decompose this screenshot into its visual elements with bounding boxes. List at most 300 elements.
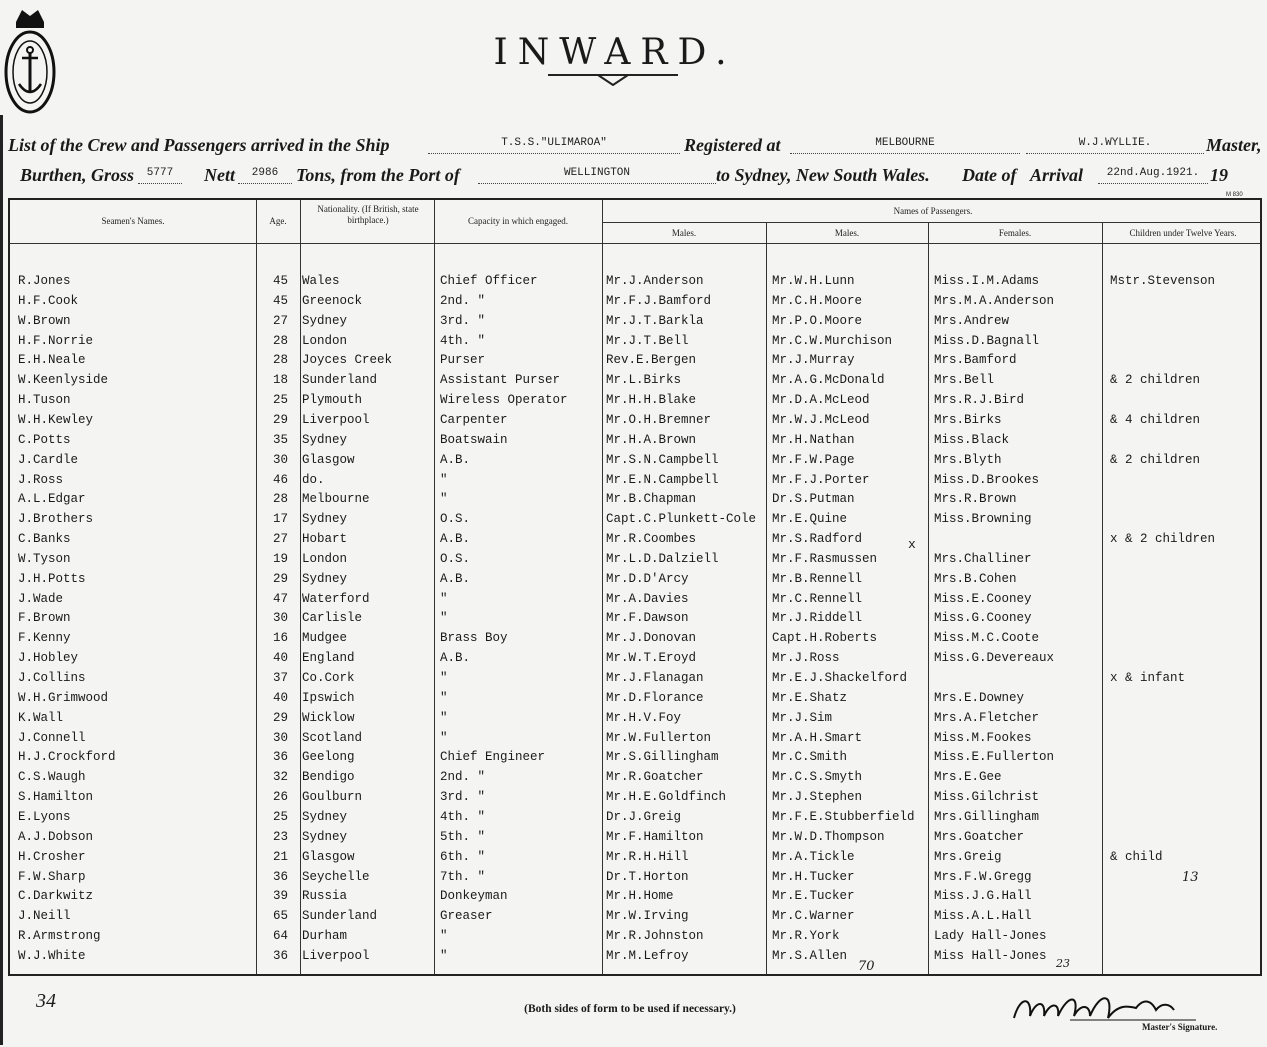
crew-name: S.Hamilton xyxy=(18,790,94,805)
crew-capacity: " xyxy=(440,591,448,606)
crew-age: 40 xyxy=(272,690,288,705)
passenger-male: Mr.H.Home xyxy=(606,889,674,904)
master-label: Master, xyxy=(1206,135,1262,155)
arrival-date-field: 22nd.Aug.1921. xyxy=(1098,167,1208,184)
males-header-1: Males. xyxy=(671,228,697,238)
crew-nationality: Sydney xyxy=(302,571,348,586)
passenger-female: Miss.Browning xyxy=(934,512,1032,527)
date-of-label: Date of xyxy=(962,165,1017,185)
passenger-male: Mr.W.J.McLeod xyxy=(772,412,870,427)
crew-nationality: Scotland xyxy=(302,730,363,745)
crew-capacity: 4th. " xyxy=(440,333,486,348)
passenger-male: Dr.S.Putman xyxy=(772,492,855,507)
crew-name: A.J.Dobson xyxy=(18,829,94,844)
passenger-female: Miss.D.Brookes xyxy=(934,472,1040,487)
passenger-male: Mr.S.Radford xyxy=(772,532,863,547)
crew-capacity: Chief Engineer xyxy=(440,750,546,765)
burthen-label: Burthen, Gross xyxy=(20,165,135,185)
crew-capacity: " xyxy=(440,710,448,725)
crew-nationality: Sydney xyxy=(302,809,348,824)
crew-nationality: Sunderland xyxy=(302,373,378,388)
passenger-male: Mr.D.D'Arcy xyxy=(606,571,689,586)
title-ornament xyxy=(548,72,678,86)
passenger-male: Rev.E.Bergen xyxy=(606,353,697,368)
crew-capacity: A.B. xyxy=(440,452,471,467)
passenger-female: Mrs.Andrew xyxy=(934,313,1010,328)
registered-port-field: MELBOURNE xyxy=(790,137,1020,154)
registered-at-label: Registered at xyxy=(684,135,781,155)
passenger-male: Mr.C.H.Moore xyxy=(772,293,863,308)
crew-capacity: " xyxy=(440,671,448,685)
crew-nationality: Carlisle xyxy=(302,611,363,626)
crew-age: 37 xyxy=(272,671,288,685)
crew-nationality: London xyxy=(302,333,348,348)
crew-name: F.Brown xyxy=(18,611,71,626)
passenger-male: Mr.H.E.Goldfinch xyxy=(606,790,727,805)
passenger-children: & 2 children xyxy=(1110,452,1201,467)
passenger-male: Mr.E.Tucker xyxy=(772,889,855,904)
passenger-male: Mr.F.Rasmussen xyxy=(772,551,878,566)
crew-nationality: Glasgow xyxy=(302,452,355,467)
passenger-female: Miss.G.Devereaux xyxy=(934,651,1055,666)
crew-capacity: 6th. " xyxy=(440,849,486,864)
passenger-female: Mrs.Bell xyxy=(934,373,995,388)
passenger-male: Mr.P.O.Moore xyxy=(772,313,863,328)
crew-nationality: Goulburn xyxy=(302,790,363,805)
passenger-female: Mrs.E.Downey xyxy=(934,690,1025,705)
passenger-female: Mrs.R.J.Bird xyxy=(934,393,1025,408)
row-divider xyxy=(602,222,1260,223)
passenger-male: Capt.C.Plunkett-Cole xyxy=(606,512,757,527)
seamen-header: Seamen's Names. xyxy=(101,216,165,226)
crew-name: J.Brothers xyxy=(18,512,94,527)
passenger-male: Mr.W.Fullerton xyxy=(606,730,712,745)
passenger-male: Mr.J.Ross xyxy=(772,651,840,666)
passenger-male: Mr.H.H.Blake xyxy=(606,393,697,408)
form-code: M 830 xyxy=(1226,192,1243,198)
passenger-female: Mrs.B.Cohen xyxy=(934,571,1017,586)
passenger-female: Mrs.Greig xyxy=(934,849,1002,864)
crew-name: J.Cardle xyxy=(18,452,79,467)
crew-nationality: Plymouth xyxy=(302,393,363,408)
nett-label: Nett xyxy=(204,165,235,185)
crew-age: 25 xyxy=(272,393,288,408)
children-header: Children under Twelve Years. xyxy=(1129,228,1237,238)
passenger-female: Miss Hall-Jones xyxy=(934,948,1047,963)
crew-age: 30 xyxy=(272,611,288,626)
passenger-female: Mrs.Challiner xyxy=(934,551,1032,566)
passenger-male: Mr.R.Johnston xyxy=(606,929,704,944)
crew-capacity: Greaser xyxy=(440,909,493,924)
from-port-field: WELLINGTON xyxy=(478,167,716,184)
crew-age: 45 xyxy=(272,274,288,288)
crew-nationality: Waterford xyxy=(302,591,370,606)
crew-nationality: Wicklow xyxy=(302,710,355,725)
year-suffix: 19 xyxy=(1210,165,1228,185)
passenger-male: Mr.C.Rennell xyxy=(772,591,863,606)
passenger-male: Mr.A.Davies xyxy=(606,591,689,606)
crew-age: 18 xyxy=(272,373,288,388)
crew-age: 27 xyxy=(272,532,288,547)
crew-age: 45 xyxy=(272,293,288,308)
capacity-header: Capacity in which engaged. xyxy=(468,216,568,226)
crew-nationality: Glasgow xyxy=(302,849,355,864)
passenger-female: Mrs.Gillingham xyxy=(934,809,1040,824)
passenger-male: Mr.B.Chapman xyxy=(606,492,697,507)
crew-nationality: Geelong xyxy=(302,750,355,765)
crew-capacity: Brass Boy xyxy=(440,631,508,646)
crew-capacity: Boatswain xyxy=(440,432,508,447)
crew-capacity: " xyxy=(440,492,448,507)
crew-age: 27 xyxy=(272,313,288,328)
signature-label: Master's Signature. xyxy=(1142,1022,1218,1032)
passenger-male: Mr.E.J.Shackelford xyxy=(772,671,908,685)
crew-age: 36 xyxy=(272,948,288,963)
passenger-female: Miss.E.Fullerton xyxy=(934,750,1055,765)
crew-name: K.Wall xyxy=(18,710,64,725)
passenger-male: Mr.C.S.Smyth xyxy=(772,770,863,785)
crew-age: 65 xyxy=(272,909,288,924)
annotation-x-mark: x xyxy=(908,537,916,552)
crew-age: 19 xyxy=(272,551,288,566)
crew-name: W.Brown xyxy=(18,313,71,328)
crew-age: 26 xyxy=(272,790,288,805)
tons-from-label: Tons, from the Port of xyxy=(296,165,460,185)
passenger-male: Mr.E.Quine xyxy=(772,512,848,527)
crew-capacity: " xyxy=(440,690,448,705)
crew-name: H.J.Crockford xyxy=(18,750,116,765)
passenger-male: Mr.W.Irving xyxy=(606,909,689,924)
passenger-male: Mr.A.H.Smart xyxy=(772,730,863,745)
passenger-male: Mr.J.T.Barkla xyxy=(606,313,704,328)
passenger-male: Mr.F.E.Stubberfield xyxy=(772,809,915,824)
footer-note: (Both sides of form to be used if necessary.) xyxy=(524,1003,736,1015)
passenger-female: Mrs.Bamford xyxy=(934,353,1017,368)
crew-age: 35 xyxy=(272,432,288,447)
to-sydney-label: to Sydney, New South Wales. xyxy=(716,165,930,185)
females-header: Females. xyxy=(998,228,1032,238)
passenger-male: Mr.H.Tucker xyxy=(772,869,855,884)
crew-capacity: A.B. xyxy=(440,532,471,547)
ship-name-field: T.S.S."ULIMAROA" xyxy=(428,137,680,154)
crew-nationality: Wales xyxy=(302,274,340,288)
crew-nationality: Melbourne xyxy=(302,492,370,507)
crew-age: 36 xyxy=(272,750,288,765)
passenger-male: Mr.D.Florance xyxy=(606,690,704,705)
crew-capacity: Purser xyxy=(440,353,486,368)
passenger-male: Mr.E.N.Campbell xyxy=(606,472,719,487)
passenger-male: Mr.R.Goatcher xyxy=(606,770,704,785)
annotation-count: 70 xyxy=(858,959,875,974)
passenger-male: Mr.L.D.Dalziell xyxy=(606,551,719,566)
crew-age: 36 xyxy=(272,869,288,884)
crew-capacity: 4th. " xyxy=(440,809,486,824)
crew-nationality: Joyces Creek xyxy=(302,353,393,368)
crew-nationality: Sydney xyxy=(302,829,348,844)
crew-capacity: " xyxy=(440,929,448,944)
passenger-female: Mrs.R.Brown xyxy=(934,492,1017,507)
crew-name: C.Potts xyxy=(18,432,71,447)
passenger-male: Mr.J.Stephen xyxy=(772,790,863,805)
crew-nationality: Sydney xyxy=(302,512,348,527)
passenger-male: Mr.F.J.Porter xyxy=(772,472,870,487)
margin-mark: 34 xyxy=(36,990,56,1012)
crew-age: 28 xyxy=(272,492,288,507)
passenger-female: Mrs.A.Fletcher xyxy=(934,710,1040,725)
crew-capacity: " xyxy=(440,730,448,745)
passenger-female: Miss.G.Cooney xyxy=(934,611,1032,626)
passenger-female: Mrs.Goatcher xyxy=(934,829,1025,844)
crew-name: W.Keenlyside xyxy=(18,373,109,388)
crew-age: 40 xyxy=(272,651,288,666)
header-line-1 xyxy=(8,132,1261,158)
crew-nationality: Durham xyxy=(302,929,348,944)
passenger-male: Mr.O.H.Bremner xyxy=(606,412,712,427)
crew-capacity: Chief Officer xyxy=(440,274,538,288)
passenger-children: & 4 children xyxy=(1110,412,1201,427)
arrival-label: Arrival xyxy=(1030,165,1084,185)
crew-nationality: Hobart xyxy=(302,532,348,547)
passenger-male: Mr.A.G.McDonald xyxy=(772,373,885,388)
column-divider xyxy=(928,222,929,974)
passenger-male: Dr.T.Horton xyxy=(606,869,689,884)
crew-age: 28 xyxy=(272,333,288,348)
crew-capacity: 2nd. " xyxy=(440,293,486,308)
column-divider xyxy=(766,222,767,974)
passenger-male: Mr.F.J.Bamford xyxy=(606,293,712,308)
passenger-children: x & 2 children xyxy=(1110,532,1216,547)
passenger-female: Mrs.F.W.Gregg xyxy=(934,869,1032,884)
passenger-male: Mr.W.T.Eroyd xyxy=(606,651,697,666)
passenger-male: Mr.H.Nathan xyxy=(772,432,855,447)
crew-name: W.H.Grimwood xyxy=(18,690,109,705)
passenger-female: Mrs.E.Gee xyxy=(934,770,1002,785)
master-signature xyxy=(1010,990,1200,1024)
passenger-male: Mr.E.Shatz xyxy=(772,690,848,705)
crew-age: 16 xyxy=(272,631,288,646)
crew-capacity: " xyxy=(440,948,448,963)
crew-passenger-table xyxy=(8,198,1262,976)
crew-name: A.L.Edgar xyxy=(18,492,86,507)
crew-age: 25 xyxy=(272,809,288,824)
passenger-male: Mr.D.A.McLeod xyxy=(772,393,870,408)
passenger-children: & child xyxy=(1110,849,1163,864)
passenger-female: Miss.A.L.Hall xyxy=(934,909,1032,924)
crew-name: C.S.Waugh xyxy=(18,770,86,785)
age-header: Age. xyxy=(269,216,287,226)
passenger-female: Miss.D.Bagnall xyxy=(934,333,1040,348)
crew-age: 30 xyxy=(272,452,288,467)
passenger-male: Mr.J.Flanagan xyxy=(606,671,704,685)
passenger-male: Mr.J.Anderson xyxy=(606,274,704,288)
crew-name: J.Hobley xyxy=(18,651,79,666)
crew-nationality: London xyxy=(302,551,348,566)
crew-name: H.Crosher xyxy=(18,849,86,864)
crew-age: 29 xyxy=(272,571,288,586)
passenger-male: Mr.C.W.Murchison xyxy=(772,333,893,348)
passenger-male: Mr.M.Lefroy xyxy=(606,948,689,963)
passenger-female: Mrs.Blyth xyxy=(934,452,1002,467)
crew-name: E.H.Neale xyxy=(18,353,86,368)
crew-name: F.W.Sharp xyxy=(18,869,86,884)
crew-age: 30 xyxy=(272,730,288,745)
crew-nationality: Sydney xyxy=(302,313,348,328)
crew-nationality: Sunderland xyxy=(302,909,378,924)
crew-age: 23 xyxy=(272,829,288,844)
crew-name: J.Collins xyxy=(18,671,86,685)
crew-name: J.Ross xyxy=(18,472,64,487)
passenger-male: Mr.C.Smith xyxy=(772,750,848,765)
crew-nationality: Bendigo xyxy=(302,770,355,785)
crew-name: J.H.Potts xyxy=(18,571,86,586)
crew-capacity: Wireless Operator xyxy=(440,393,568,408)
crew-name: H.Tuson xyxy=(18,393,71,408)
anchor-seal-icon xyxy=(2,4,58,116)
crew-capacity: " xyxy=(440,472,448,487)
passenger-male: Mr.C.Warner xyxy=(772,909,855,924)
passenger-female: Miss.I.M.Adams xyxy=(934,274,1040,288)
crew-age: 64 xyxy=(272,929,288,944)
crew-nationality: Seychelle xyxy=(302,869,370,884)
crew-age: 17 xyxy=(272,512,288,527)
passenger-male: Mr.F.W.Page xyxy=(772,452,855,467)
crew-age: 28 xyxy=(272,353,288,368)
crew-capacity: 2nd. " xyxy=(440,770,486,785)
crew-nationality: Mudgee xyxy=(302,631,348,646)
crew-name: W.H.Kewley xyxy=(18,412,94,427)
annotation-count: 23 xyxy=(1056,957,1070,970)
crew-age: 46 xyxy=(272,472,288,487)
passengers-header: Names of Passengers. xyxy=(893,206,973,216)
crew-capacity: 7th. " xyxy=(440,869,486,884)
crew-nationality: Co.Cork xyxy=(302,671,355,685)
passenger-male: Mr.J.Murray xyxy=(772,353,855,368)
passenger-male: Mr.H.A.Brown xyxy=(606,432,697,447)
crew-name: C.Banks xyxy=(18,532,71,547)
crew-nationality: Liverpool xyxy=(302,948,370,963)
crew-nationality: England xyxy=(302,651,355,666)
passenger-female: Mrs.Birks xyxy=(934,412,1002,427)
passenger-male: Capt.H.Roberts xyxy=(772,631,878,646)
passenger-male: Mr.H.V.Foy xyxy=(606,710,682,725)
annotation-count: 13 xyxy=(1182,870,1199,885)
left-margin-rule xyxy=(0,115,3,1045)
crew-age: 29 xyxy=(272,412,288,427)
crew-nationality: do. xyxy=(302,472,325,487)
crew-name: W.Tyson xyxy=(18,551,71,566)
column-divider xyxy=(602,200,603,974)
crew-name: R.Jones xyxy=(18,274,71,288)
column-divider xyxy=(256,200,257,974)
crew-age: 39 xyxy=(272,889,288,904)
crew-name: E.Lyons xyxy=(18,809,71,824)
master-name-field: W.J.WYLLIE. xyxy=(1026,137,1204,154)
crew-capacity: Donkeyman xyxy=(440,889,508,904)
crew-nationality: Sydney xyxy=(302,432,348,447)
passenger-children: x & infant xyxy=(1110,671,1186,685)
column-divider xyxy=(300,200,301,974)
passenger-male: Mr.F.Hamilton xyxy=(606,829,704,844)
passenger-male: Mr.R.York xyxy=(772,929,840,944)
passenger-male: Mr.J.T.Bell xyxy=(606,333,689,348)
column-divider xyxy=(434,200,435,974)
crew-capacity: 3rd. " xyxy=(440,313,486,328)
crew-nationality: Ipswich xyxy=(302,690,355,705)
passenger-male: Mr.S.Gillingham xyxy=(606,750,719,765)
passenger-male: Mr.J.Sim xyxy=(772,710,833,725)
males-header-2: Males. xyxy=(834,228,860,238)
passenger-female: Miss.M.C.Coote xyxy=(934,631,1040,646)
crew-name: H.F.Cook xyxy=(18,293,79,308)
crew-capacity: A.B. xyxy=(440,571,471,586)
nett-tons-field: 2986 xyxy=(238,167,292,184)
passenger-male: Mr.W.H.Lunn xyxy=(772,274,855,288)
crew-age: 32 xyxy=(272,770,288,785)
crew-capacity: 5th. " xyxy=(440,829,486,844)
passenger-female: Miss.Black xyxy=(934,432,1010,447)
passenger-male: Mr.R.H.Hill xyxy=(606,849,689,864)
passenger-male: Mr.W.D.Thompson xyxy=(772,829,885,844)
passenger-male: Mr.J.Donovan xyxy=(606,631,697,646)
list-of-label: List of the Crew and Passengers arrived in the Ship xyxy=(8,135,390,155)
crew-name: F.Kenny xyxy=(18,631,71,646)
nationality-header: Nationality. (If British, state birthplace.) xyxy=(317,204,419,225)
crew-age: 21 xyxy=(272,849,288,864)
crew-capacity: O.S. xyxy=(440,512,471,527)
header-divider xyxy=(10,243,1260,244)
passenger-male: Mr.S.N.Campbell xyxy=(606,452,719,467)
crew-capacity: 3rd. " xyxy=(440,790,486,805)
crew-name: J.Wade xyxy=(18,591,64,606)
column-divider xyxy=(1102,222,1103,974)
passenger-male: Mr.J.Riddell xyxy=(772,611,863,626)
passenger-male: Mr.F.Dawson xyxy=(606,611,689,626)
passenger-male: Mr.B.Rennell xyxy=(772,571,863,586)
passenger-female: Miss.E.Cooney xyxy=(934,591,1032,606)
gross-tons-field: 5777 xyxy=(138,167,182,184)
crew-capacity: Assistant Purser xyxy=(440,373,561,388)
crew-capacity: Carpenter xyxy=(440,412,508,427)
crew-nationality: Russia xyxy=(302,889,348,904)
crew-name: R.Armstrong xyxy=(18,929,101,944)
crew-capacity: O.S. xyxy=(440,551,471,566)
page-title: INWARD. xyxy=(493,32,737,73)
passenger-female: Miss.Gilchrist xyxy=(934,790,1040,805)
passenger-female: Miss.M.Fookes xyxy=(934,730,1032,745)
passenger-male: Mr.A.Tickle xyxy=(772,849,855,864)
crew-name: J.Neill xyxy=(18,909,71,924)
header-line-2 xyxy=(8,162,1261,188)
crew-age: 29 xyxy=(272,710,288,725)
passenger-female: Miss.J.G.Hall xyxy=(934,889,1032,904)
passenger-children: & 2 children xyxy=(1110,373,1201,388)
crew-capacity: A.B. xyxy=(440,651,471,666)
crew-name: H.F.Norrie xyxy=(18,333,94,348)
crew-nationality: Greenock xyxy=(302,293,363,308)
passenger-male: Mr.L.Birks xyxy=(606,373,682,388)
crew-nationality: Liverpool xyxy=(302,412,370,427)
crew-capacity: " xyxy=(440,611,448,626)
crew-name: W.J.White xyxy=(18,948,86,963)
crew-name: J.Connell xyxy=(18,730,86,745)
passenger-male: Mr.S.Allen xyxy=(772,948,848,963)
crew-name: C.Darkwitz xyxy=(18,889,94,904)
crew-age: 47 xyxy=(272,591,288,606)
passenger-female: Lady Hall-Jones xyxy=(934,929,1047,944)
passenger-male: Dr.J.Greig xyxy=(606,809,682,824)
passenger-children: Mstr.Stevenson xyxy=(1110,274,1216,288)
passenger-male: Mr.R.Coombes xyxy=(606,532,697,547)
